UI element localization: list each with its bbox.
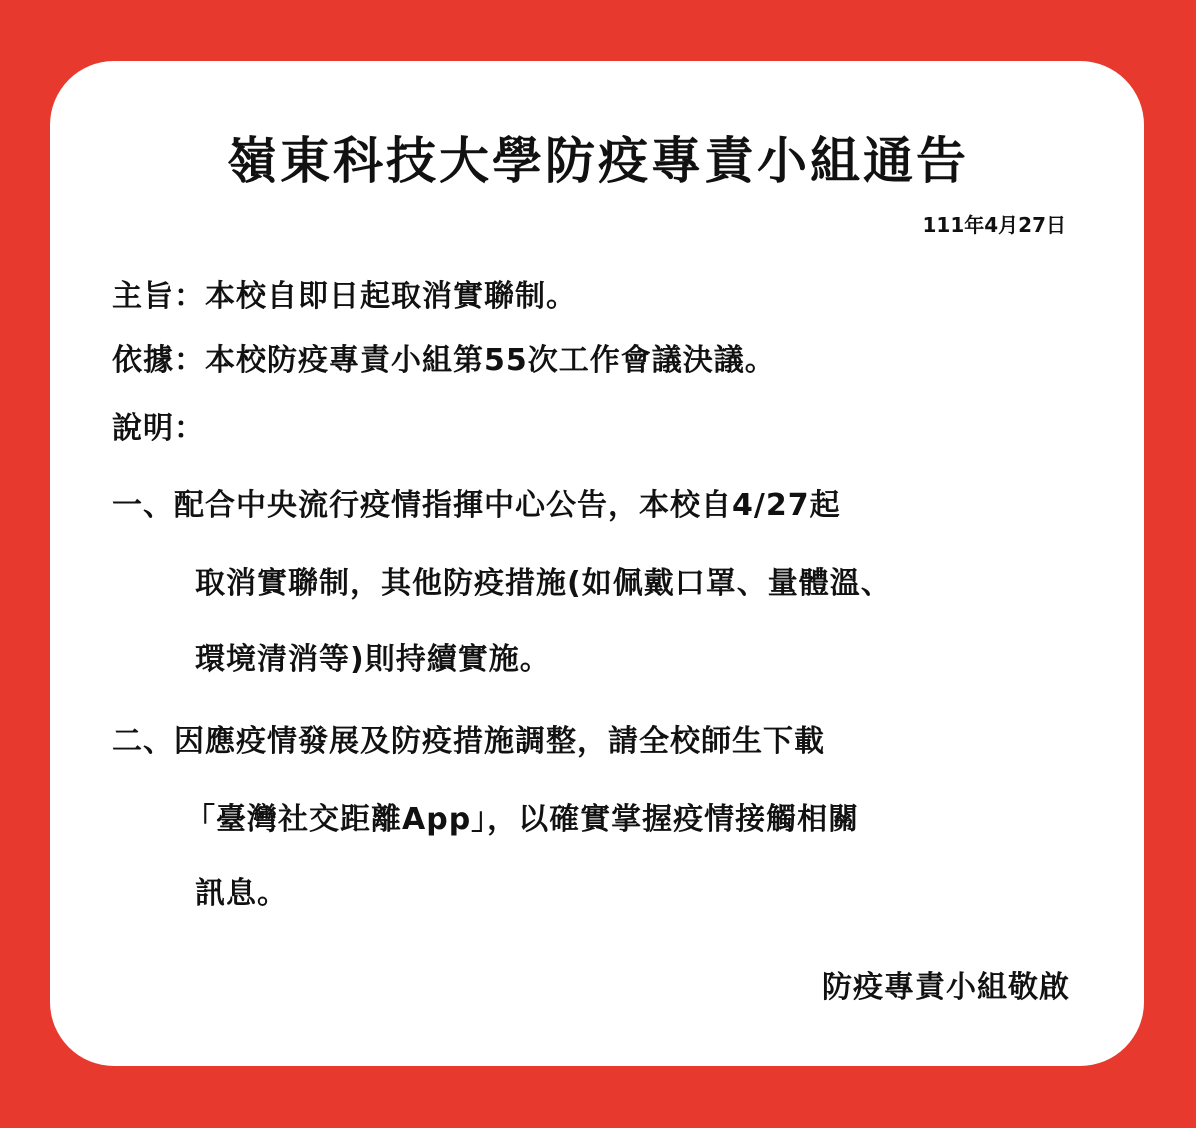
signature: 防疫專責小組敬啟 (822, 970, 1070, 1005)
notice-subject: 主旨：本校自即日起取消實聯制。 (112, 279, 577, 314)
item-2-line-2: 「臺灣社交距離App」，以確實掌握疫情接觸相關 (185, 802, 860, 837)
notice-basis: 依據：本校防疫專責小組第55次工作會議決議。 (112, 343, 776, 378)
item-2-line-1: 二、因應疫情發展及防疫措施調整，請全校師生下載 (112, 724, 825, 759)
item-1-line-2: 取消實聯制，其他防疫措施(如佩戴口罩、量體溫、 (195, 566, 892, 601)
notice-date: 111年4月27日 (922, 213, 1066, 237)
description-label: 說明： (112, 411, 205, 446)
item-1-line-1: 一、配合中央流行疫情指揮中心公告，本校自4/27起 (112, 488, 841, 523)
notice-title: 嶺東科技大學防疫專責小組通告 (227, 132, 969, 190)
item-1-line-3: 環境清消等)則持續實施。 (195, 642, 551, 677)
item-2-line-3: 訊息。 (195, 876, 288, 911)
